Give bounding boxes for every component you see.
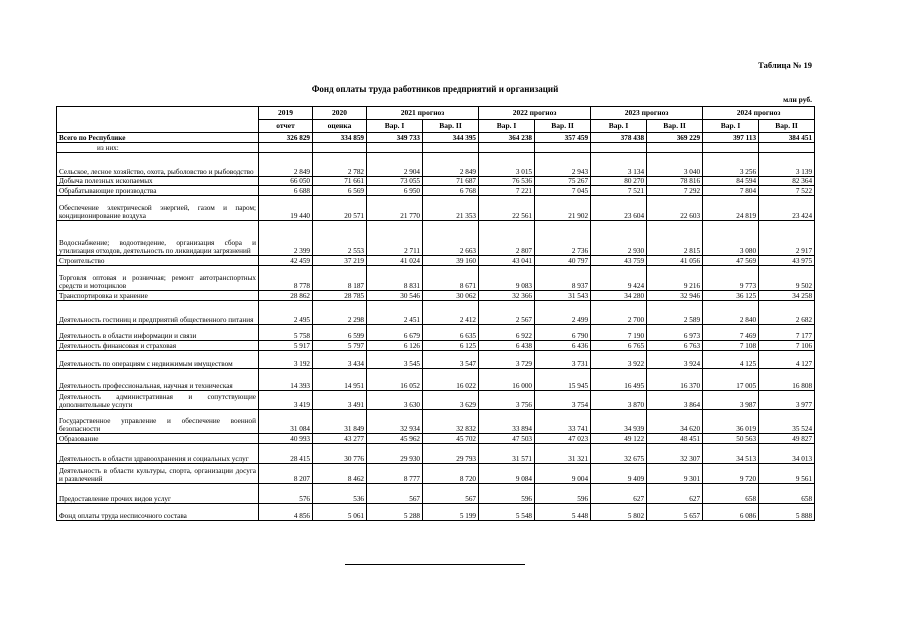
header-year: 2023 прогноз xyxy=(591,107,703,120)
table-row xyxy=(57,444,815,464)
table-row xyxy=(57,369,815,391)
table-row xyxy=(57,266,815,291)
row-value: 2 451 xyxy=(367,301,423,325)
row-value: 3 547 xyxy=(423,351,479,369)
row-value: 40 993 xyxy=(259,434,313,444)
row-value: 5 288 xyxy=(367,504,423,521)
row-value: 32 307 xyxy=(647,444,703,464)
row-value: 6 763 xyxy=(647,341,703,351)
row-value: 45 962 xyxy=(367,434,423,444)
row-value: 369 229 xyxy=(647,133,703,143)
row-value: 2 567 xyxy=(479,301,535,325)
row-value: 7 106 xyxy=(759,341,815,351)
row-value: 7 108 xyxy=(703,341,759,351)
row-label: Государственное управление и обеспечение военной безопасности xyxy=(57,410,259,434)
row-value: 9 301 xyxy=(647,464,703,484)
row-value: 16 000 xyxy=(479,369,535,391)
row-value: 8 187 xyxy=(313,266,367,291)
table-row xyxy=(57,484,815,504)
row-value: 6 086 xyxy=(703,504,759,521)
row-value: 3 491 xyxy=(313,391,367,410)
row-value: 49 122 xyxy=(591,434,647,444)
row-value: 9 773 xyxy=(703,266,759,291)
row-value: 23 424 xyxy=(759,196,815,221)
row-value: 66 050 xyxy=(259,177,313,186)
row-value: 8 831 xyxy=(367,266,423,291)
row-value: 334 859 xyxy=(313,133,367,143)
header-row-years xyxy=(57,107,815,120)
row-value: 2 849 xyxy=(259,153,313,177)
row-value: 34 513 xyxy=(703,444,759,464)
row-value: 2 943 xyxy=(535,153,591,177)
row-value: 5 448 xyxy=(535,504,591,521)
row-value: 24 819 xyxy=(703,196,759,221)
row-value: 4 127 xyxy=(759,351,815,369)
row-value: 16 022 xyxy=(423,369,479,391)
row-value: 34 620 xyxy=(647,410,703,434)
row-value: 3 922 xyxy=(591,351,647,369)
row-label: Деятельность в области информации и связи xyxy=(57,325,259,341)
row-value: 7 522 xyxy=(759,186,815,196)
header-subhead: Вар. I xyxy=(591,120,647,133)
row-value: 2 782 xyxy=(313,153,367,177)
row-value: 536 xyxy=(313,484,367,504)
row-value: 6 688 xyxy=(259,186,313,196)
row-value: 7 045 xyxy=(535,186,591,196)
row-value: 22 603 xyxy=(647,196,703,221)
row-value: 20 571 xyxy=(313,196,367,221)
row-value: 2 736 xyxy=(535,221,591,256)
table-row xyxy=(57,351,815,369)
unit-label: млн руб. xyxy=(783,95,812,104)
row-value: 6 922 xyxy=(479,325,535,341)
row-label: Торговля оптовая и розничная; ремонт автотранспортных средств и мотоциклов xyxy=(57,266,259,291)
row-value: 6 790 xyxy=(535,325,591,341)
row-value: 2 904 xyxy=(367,153,423,177)
row-value: 3 419 xyxy=(259,391,313,410)
row-value: 6 438 xyxy=(479,341,535,351)
row-value: 658 xyxy=(759,484,815,504)
row-value: 32 832 xyxy=(423,410,479,434)
row-value: 2 298 xyxy=(313,301,367,325)
row-value xyxy=(591,143,647,153)
row-value: 34 939 xyxy=(591,410,647,434)
row-value: 9 720 xyxy=(703,464,759,484)
table-row xyxy=(57,177,815,186)
row-label: Деятельность профессиональная, научная и техническая xyxy=(57,369,259,391)
row-value: 28 785 xyxy=(313,291,367,301)
row-value: 7 221 xyxy=(479,186,535,196)
row-value: 3 139 xyxy=(759,153,815,177)
row-value: 378 438 xyxy=(591,133,647,143)
row-value: 3 987 xyxy=(703,391,759,410)
table-row xyxy=(57,153,815,177)
row-value: 31 543 xyxy=(535,291,591,301)
row-value: 8 671 xyxy=(423,266,479,291)
row-value: 627 xyxy=(647,484,703,504)
row-value: 8 462 xyxy=(313,464,367,484)
row-value: 43 041 xyxy=(479,256,535,266)
row-value: 2 399 xyxy=(259,221,313,256)
row-value: 71 661 xyxy=(313,177,367,186)
header-year: 2019 xyxy=(259,107,313,120)
row-value: 47 569 xyxy=(703,256,759,266)
row-value: 2 553 xyxy=(313,221,367,256)
table-row xyxy=(57,256,815,266)
row-label: Строительство xyxy=(57,256,259,266)
row-value: 6 635 xyxy=(423,325,479,341)
row-value: 17 005 xyxy=(703,369,759,391)
row-value: 567 xyxy=(367,484,423,504)
header-subhead: Вар. I xyxy=(479,120,535,133)
row-value: 6 765 xyxy=(591,341,647,351)
row-label: Деятельность административная и сопутствующие дополнительные услуги xyxy=(57,391,259,410)
row-value xyxy=(423,143,479,153)
row-value: 36 125 xyxy=(703,291,759,301)
page-title: Фонд оплаты труда работников предприятий и организаций xyxy=(311,84,559,94)
row-value: 3 256 xyxy=(703,153,759,177)
row-value: 8 777 xyxy=(367,464,423,484)
row-value xyxy=(759,143,815,153)
header-subhead: Вар. I xyxy=(703,120,759,133)
table-row xyxy=(57,186,815,196)
row-value: 15 945 xyxy=(535,369,591,391)
table-row xyxy=(57,143,815,153)
row-value: 47 023 xyxy=(535,434,591,444)
table-row xyxy=(57,434,815,444)
row-value: 2 849 xyxy=(423,153,479,177)
row-value: 31 849 xyxy=(313,410,367,434)
row-value: 9 502 xyxy=(759,266,815,291)
row-label: Деятельность в области культуры, спорта, организации досуга и развлечений xyxy=(57,464,259,484)
row-label: Фонд оплаты труда несписочного состава xyxy=(57,504,259,521)
row-value: 397 113 xyxy=(703,133,759,143)
row-value: 32 366 xyxy=(479,291,535,301)
row-value: 41 056 xyxy=(647,256,703,266)
row-value: 6 950 xyxy=(367,186,423,196)
row-label: Обеспечение электрической энергией, газом и паром; кондиционирование воздуха xyxy=(57,196,259,221)
row-value: 31 321 xyxy=(535,444,591,464)
row-value: 5 917 xyxy=(259,341,313,351)
header-empty-cell xyxy=(57,107,259,133)
row-value: 34 013 xyxy=(759,444,815,464)
row-value: 7 190 xyxy=(591,325,647,341)
row-value: 48 451 xyxy=(647,434,703,444)
row-value: 21 902 xyxy=(535,196,591,221)
row-value: 5 758 xyxy=(259,325,313,341)
row-value: 22 561 xyxy=(479,196,535,221)
row-value: 9 561 xyxy=(759,464,815,484)
row-value: 49 827 xyxy=(759,434,815,444)
row-value: 29 930 xyxy=(367,444,423,464)
row-value: 6 126 xyxy=(367,341,423,351)
row-value: 9 084 xyxy=(479,464,535,484)
row-value: 5 657 xyxy=(647,504,703,521)
row-value: 21 353 xyxy=(423,196,479,221)
row-value: 3 545 xyxy=(367,351,423,369)
table-row xyxy=(57,221,815,256)
table-row xyxy=(57,325,815,341)
row-value: 364 238 xyxy=(479,133,535,143)
row-value: 3 015 xyxy=(479,153,535,177)
row-value: 23 604 xyxy=(591,196,647,221)
row-value xyxy=(703,143,759,153)
row-value: 3 630 xyxy=(367,391,423,410)
row-value: 3 756 xyxy=(479,391,535,410)
row-value: 16 495 xyxy=(591,369,647,391)
row-value: 8 720 xyxy=(423,464,479,484)
row-value: 32 934 xyxy=(367,410,423,434)
row-value: 7 804 xyxy=(703,186,759,196)
table-number: Таблица № 19 xyxy=(758,60,812,70)
row-value: 627 xyxy=(591,484,647,504)
row-value: 2 499 xyxy=(535,301,591,325)
row-value: 6 125 xyxy=(423,341,479,351)
row-value: 76 536 xyxy=(479,177,535,186)
row-value: 3 864 xyxy=(647,391,703,410)
row-value: 7 177 xyxy=(759,325,815,341)
row-value: 41 024 xyxy=(367,256,423,266)
row-value: 31 084 xyxy=(259,410,313,434)
row-value: 6 569 xyxy=(313,186,367,196)
row-value: 32 675 xyxy=(591,444,647,464)
row-value: 3 729 xyxy=(479,351,535,369)
header-year: 2024 прогноз xyxy=(703,107,815,120)
row-value: 3 731 xyxy=(535,351,591,369)
row-value: 43 277 xyxy=(313,434,367,444)
row-value: 2 711 xyxy=(367,221,423,256)
row-value: 9 409 xyxy=(591,464,647,484)
row-value: 2 700 xyxy=(591,301,647,325)
header-subhead: Вар. II xyxy=(423,120,479,133)
row-value: 357 459 xyxy=(535,133,591,143)
row-value xyxy=(647,143,703,153)
row-value: 43 975 xyxy=(759,256,815,266)
row-value: 2 840 xyxy=(703,301,759,325)
row-value: 19 440 xyxy=(259,196,313,221)
header-subhead: оценка xyxy=(313,120,367,133)
row-value: 16 052 xyxy=(367,369,423,391)
table-row xyxy=(57,504,815,521)
table-row xyxy=(57,410,815,434)
row-label: Сельское, лесное хозяйство, охота, рыболовство и рыбоводство xyxy=(57,153,259,177)
row-value: 30 546 xyxy=(367,291,423,301)
row-value: 2 589 xyxy=(647,301,703,325)
row-value: 344 395 xyxy=(423,133,479,143)
row-value: 6 768 xyxy=(423,186,479,196)
row-value: 5 199 xyxy=(423,504,479,521)
header-subhead: Вар. II xyxy=(535,120,591,133)
row-value: 6 436 xyxy=(535,341,591,351)
row-value: 73 055 xyxy=(367,177,423,186)
row-value: 5 548 xyxy=(479,504,535,521)
row-value: 3 924 xyxy=(647,351,703,369)
table-row xyxy=(57,391,815,410)
table-row xyxy=(57,291,815,301)
row-value: 40 797 xyxy=(535,256,591,266)
table-row xyxy=(57,464,815,484)
row-value: 3 134 xyxy=(591,153,647,177)
row-value: 30 776 xyxy=(313,444,367,464)
row-value xyxy=(367,143,423,153)
row-value: 39 160 xyxy=(423,256,479,266)
row-label: Всего по Республике xyxy=(57,133,259,143)
row-value: 31 571 xyxy=(479,444,535,464)
row-value: 34 280 xyxy=(591,291,647,301)
row-value: 3 629 xyxy=(423,391,479,410)
row-value: 30 062 xyxy=(423,291,479,301)
row-value: 596 xyxy=(535,484,591,504)
row-value: 35 524 xyxy=(759,410,815,434)
row-value: 6 973 xyxy=(647,325,703,341)
row-value: 34 258 xyxy=(759,291,815,301)
row-label: из них: xyxy=(57,143,259,153)
row-value: 2 495 xyxy=(259,301,313,325)
row-label: Транспортировка и хранение xyxy=(57,291,259,301)
row-value: 2 663 xyxy=(423,221,479,256)
row-value: 2 682 xyxy=(759,301,815,325)
header-year: 2021 прогноз xyxy=(367,107,479,120)
table-row xyxy=(57,341,815,351)
row-value: 50 563 xyxy=(703,434,759,444)
total-row xyxy=(57,133,815,143)
row-value: 349 733 xyxy=(367,133,423,143)
row-value: 596 xyxy=(479,484,535,504)
row-value xyxy=(313,143,367,153)
row-value: 75 267 xyxy=(535,177,591,186)
row-value: 3 870 xyxy=(591,391,647,410)
row-value: 2 815 xyxy=(647,221,703,256)
row-value: 9 216 xyxy=(647,266,703,291)
header-subhead: Вар. II xyxy=(647,120,703,133)
row-value xyxy=(479,143,535,153)
row-label: Обрабатывающие производства xyxy=(57,186,259,196)
row-value: 3 754 xyxy=(535,391,591,410)
row-value: 16 370 xyxy=(647,369,703,391)
row-value: 2 412 xyxy=(423,301,479,325)
row-value: 8 937 xyxy=(535,266,591,291)
row-value: 3 080 xyxy=(703,221,759,256)
row-value: 32 946 xyxy=(647,291,703,301)
row-value: 2 917 xyxy=(759,221,815,256)
row-label: Водоснабжение; водоотведение, организация сбора и утилизация отходов, деятельность по ликвидации загрязнений xyxy=(57,221,259,256)
row-value: 2 807 xyxy=(479,221,535,256)
row-value: 29 793 xyxy=(423,444,479,464)
row-label: Предоставление прочих видов услуг xyxy=(57,484,259,504)
row-value: 384 451 xyxy=(759,133,815,143)
header-year: 2020 xyxy=(313,107,367,120)
row-value: 37 219 xyxy=(313,256,367,266)
row-value: 3 434 xyxy=(313,351,367,369)
row-value: 21 770 xyxy=(367,196,423,221)
header-subhead: Вар. II xyxy=(759,120,815,133)
row-value: 14 951 xyxy=(313,369,367,391)
row-value: 14 393 xyxy=(259,369,313,391)
row-value: 8 778 xyxy=(259,266,313,291)
row-value: 47 503 xyxy=(479,434,535,444)
row-value: 43 759 xyxy=(591,256,647,266)
row-value: 4 125 xyxy=(703,351,759,369)
row-value: 567 xyxy=(423,484,479,504)
row-value: 6 679 xyxy=(367,325,423,341)
row-value: 45 702 xyxy=(423,434,479,444)
header-subhead: отчет xyxy=(259,120,313,133)
row-value: 33 894 xyxy=(479,410,535,434)
header-year: 2022 прогноз xyxy=(479,107,591,120)
row-value: 576 xyxy=(259,484,313,504)
row-label: Добыча полезных ископаемых xyxy=(57,177,259,186)
header-subhead: Вар. I xyxy=(367,120,423,133)
row-value: 7 292 xyxy=(647,186,703,196)
row-value: 3 977 xyxy=(759,391,815,410)
row-value: 78 816 xyxy=(647,177,703,186)
row-value: 326 829 xyxy=(259,133,313,143)
row-value: 28 862 xyxy=(259,291,313,301)
row-value: 42 459 xyxy=(259,256,313,266)
row-value: 9 083 xyxy=(479,266,535,291)
footer-rule xyxy=(345,564,525,565)
row-label: Деятельность в области здравоохранения и социальных услуг xyxy=(57,444,259,464)
row-value: 82 364 xyxy=(759,177,815,186)
row-value: 33 741 xyxy=(535,410,591,434)
row-value: 36 019 xyxy=(703,410,759,434)
row-value: 9 424 xyxy=(591,266,647,291)
row-label: Деятельность финансовая и страховая xyxy=(57,341,259,351)
row-value: 28 415 xyxy=(259,444,313,464)
row-value: 8 207 xyxy=(259,464,313,484)
row-value xyxy=(535,143,591,153)
row-value: 4 856 xyxy=(259,504,313,521)
row-value: 658 xyxy=(703,484,759,504)
table-row xyxy=(57,301,815,325)
row-label: Образование xyxy=(57,434,259,444)
row-value: 5 061 xyxy=(313,504,367,521)
table-row xyxy=(57,196,815,221)
row-value: 6 599 xyxy=(313,325,367,341)
row-value: 3 040 xyxy=(647,153,703,177)
row-value: 84 594 xyxy=(703,177,759,186)
row-value: 71 687 xyxy=(423,177,479,186)
row-value: 9 004 xyxy=(535,464,591,484)
row-value: 3 192 xyxy=(259,351,313,369)
row-value: 5 797 xyxy=(313,341,367,351)
row-label: Деятельность гостиниц и предприятий общественного питания xyxy=(57,301,259,325)
row-value: 2 930 xyxy=(591,221,647,256)
payroll-fund-table xyxy=(56,106,815,521)
row-value: 80 270 xyxy=(591,177,647,186)
row-value: 16 808 xyxy=(759,369,815,391)
row-value: 5 802 xyxy=(591,504,647,521)
row-value: 5 888 xyxy=(759,504,815,521)
row-value xyxy=(259,143,313,153)
row-label: Деятельность по операциям с недвижимым имуществом xyxy=(57,351,259,369)
row-value: 7 469 xyxy=(703,325,759,341)
row-value: 7 521 xyxy=(591,186,647,196)
